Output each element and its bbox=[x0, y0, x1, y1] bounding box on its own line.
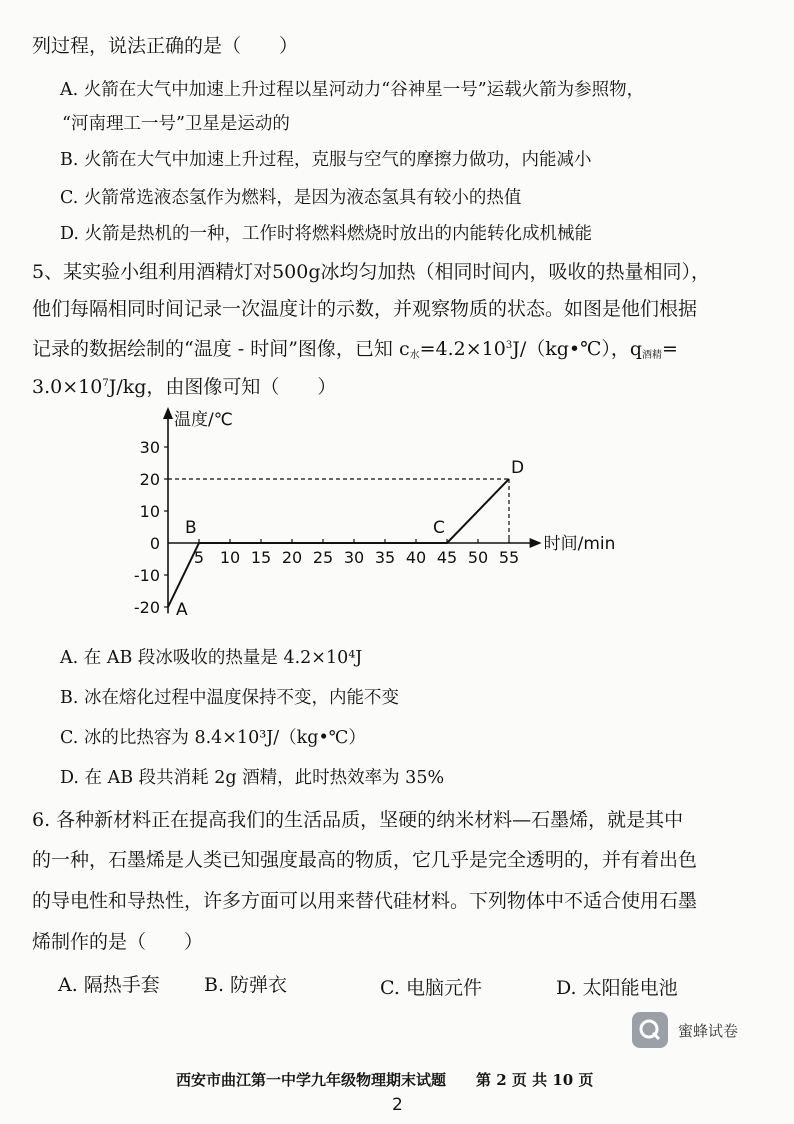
x-tick-label: 15 bbox=[250, 548, 272, 567]
x-tick-label: 10 bbox=[219, 548, 241, 567]
q4-option-a-line1: A. 火箭在大气中加速上升过程以星河动力“谷神星一号”运载火箭为参照物， bbox=[60, 80, 645, 100]
q5-line2: 他们每隔相同时间记录一次温度计的示数，并观察物质的状态。如图是他们根据 bbox=[32, 298, 698, 320]
temperature-time-chart bbox=[120, 405, 640, 635]
x-tick-label: 20 bbox=[281, 548, 303, 567]
footer-page-info: 第 2 页 共 10 页 bbox=[476, 1071, 594, 1089]
q4-stem-end: 列过程，说法正确的是（ ） bbox=[32, 35, 299, 57]
y-tick-label: 20 bbox=[139, 470, 160, 489]
watermark-text: 蜜蜂试卷 bbox=[678, 1022, 739, 1040]
x-tick-label: 35 bbox=[374, 548, 396, 567]
q5-option-c: C. 冰的比热容为 8.4×10³J/（kg•℃） bbox=[60, 728, 366, 748]
y-tick-label: 30 bbox=[139, 438, 160, 457]
q5-option-b: B. 冰在熔化过程中温度保持不变，内能不变 bbox=[60, 688, 399, 708]
q5-line4: $3.0\times 10^7J/kg$，由图像可知（ ） bbox=[32, 376, 337, 398]
x-tick-label: 50 bbox=[467, 548, 489, 567]
point-label-c: C bbox=[433, 518, 445, 538]
x-tick-label: 5 bbox=[193, 548, 205, 567]
q6-line3: 的导电性和导热性，许多方面可以用来替代硅材料。下列物体中不适合使用石墨 bbox=[32, 890, 698, 912]
q6-line1: 6. 各种新材料正在提高我们的生活品质，坚硬的纳米材料—石墨烯，就是其中 bbox=[32, 809, 684, 831]
bee-logo-icon bbox=[632, 1012, 668, 1048]
x-axis-label: 时间/min bbox=[543, 534, 616, 554]
y-tick-label: -20 bbox=[133, 598, 160, 617]
q6-line2: 的一种，石墨烯是人类已知强度最高的物质，它几乎是完全透明的，并有着出色 bbox=[32, 849, 698, 871]
q4-option-b: B. 火箭在大气中加速上升过程，克服与空气的摩擦力做功，内能减小 bbox=[60, 150, 592, 170]
x-axis-arrow bbox=[530, 538, 542, 548]
y-tick-label: 10 bbox=[139, 502, 160, 521]
q5-option-a: A. 在 AB 段冰吸收的热量是 4.2×10⁴J bbox=[60, 648, 363, 668]
y-tick-label: -10 bbox=[133, 566, 160, 585]
page-number: 2 bbox=[392, 1095, 403, 1115]
q5-option-d: D. 在 AB 段共消耗 2g 酒精，此时热效率为 35% bbox=[60, 768, 445, 788]
q6-option-b: B. 防弹衣 bbox=[204, 974, 288, 996]
y-axis-arrow bbox=[163, 407, 173, 419]
q4-option-c: C. 火箭常选液态氢作为燃料，是因为液态氢具有较小的热值 bbox=[60, 188, 522, 208]
q6-option-a: A. 隔热手套 bbox=[58, 974, 160, 996]
point-label-b: B bbox=[185, 518, 197, 538]
y-axis-label: 温度/℃ bbox=[174, 410, 233, 430]
point-label-d: D bbox=[511, 458, 525, 478]
q6-option-d: D. 太阳能电池 bbox=[556, 977, 678, 999]
x-tick-label: 25 bbox=[312, 548, 334, 567]
q5-line1: 5、某实验小组利用酒精灯对500g冰均匀加热（相同时间内，吸收的热量相同）， bbox=[32, 261, 711, 283]
x-tick-label: 30 bbox=[343, 548, 365, 567]
q5-line3: 记录的数据绘制的“温度 - 时间”图像，已知 $c_水=4.2\times 10^3J/(kg•℃)$，$q_{酒精}=$ bbox=[32, 338, 678, 361]
x-tick-label: 55 bbox=[498, 548, 520, 567]
x-tick-label: 45 bbox=[436, 548, 458, 567]
q6-line4: 烯制作的是（ ） bbox=[32, 931, 204, 953]
x-tick-label: 40 bbox=[405, 548, 427, 567]
y-tick-label: 0 bbox=[149, 534, 160, 553]
footer-title: 西安市曲江第一中学九年级物理期末试题 bbox=[176, 1071, 447, 1089]
q4-option-a-line2: “河南理工一号”卫星是运动的 bbox=[62, 114, 290, 134]
point-label-a: A bbox=[176, 600, 188, 620]
q4-option-d: D. 火箭是热机的一种，工作时将燃料燃烧时放出的内能转化成机械能 bbox=[60, 224, 593, 244]
q6-option-c: C. 电脑元件 bbox=[380, 977, 482, 999]
